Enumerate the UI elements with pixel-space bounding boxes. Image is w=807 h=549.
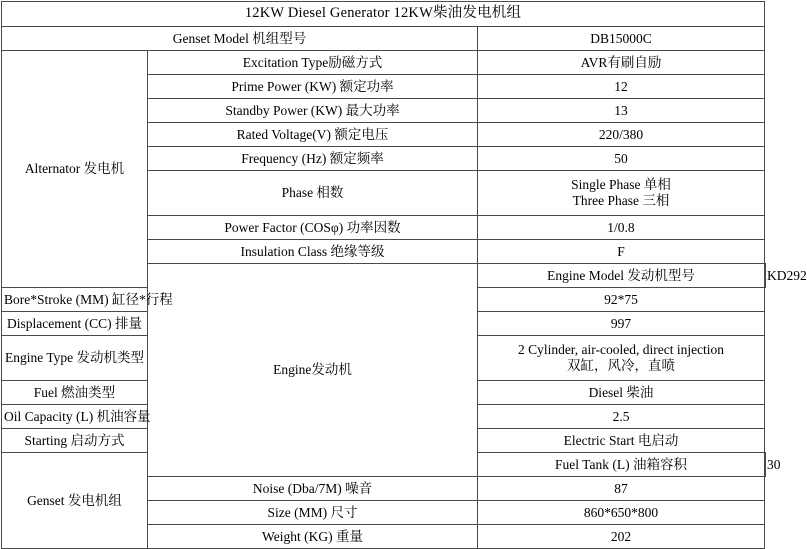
spec-item: Fuel Tank (L) 油箱容积 [478, 453, 765, 477]
genset-model-label: Genset Model 机组型号 [2, 27, 478, 51]
group-label-engine: Engine发动机 [148, 264, 478, 477]
spec-value: 12 [478, 75, 765, 99]
spec-item: Standby Power (KW) 最大功率 [148, 99, 478, 123]
spec-value: 202 [478, 525, 765, 549]
table-title-row [2, 2, 766, 27]
spec-item: Noise (Dba/7M) 噪音 [148, 477, 478, 501]
spec-item: Fuel 燃油类型 [2, 381, 148, 405]
spec-value-line: 2 Cylinder, air-cooled, direct injection [517, 342, 725, 358]
spec-value: Electric Start 电启动 [478, 429, 765, 453]
spec-item: Frequency (Hz) 额定频率 [148, 147, 478, 171]
spec-value-line: Single Phase 单相 [571, 177, 671, 193]
spec-item: Prime Power (KW) 额定功率 [148, 75, 478, 99]
spec-item: Oil Capacity (L) 机油容量 [2, 405, 148, 429]
spec-value: 30 [765, 453, 766, 477]
spec-item: Rated Voltage(V) 额定电压 [148, 123, 478, 147]
spec-value-line: Three Phase 三相 [572, 193, 670, 208]
spec-item: Engine Type 发动机类型 [2, 336, 148, 381]
page-title: 12KW Diesel Generator 12KW柴油发电机组 [2, 2, 765, 27]
spec-item: Size (MM) 尺寸 [148, 501, 478, 525]
specification-sheet [0, 1, 807, 544]
spec-value: 997 [478, 312, 765, 336]
spec-value: F [478, 240, 765, 264]
spec-value: 50 [478, 147, 765, 171]
spec-value-line: 双缸，风冷，直喷 [567, 358, 675, 373]
table-row [2, 27, 766, 51]
spec-value: KD292 [765, 264, 766, 288]
spec-item: Insulation Class 绝缘等级 [148, 240, 478, 264]
spec-value: 860*650*800 [478, 501, 765, 525]
genset-model-value: DB15000C [478, 27, 765, 51]
spec-value: 92*75 [478, 288, 765, 312]
spec-item: Displacement (CC) 排量 [2, 312, 148, 336]
spec-value: Diesel 柴油 [478, 381, 765, 405]
spec-value [478, 336, 765, 381]
spec-value [478, 171, 765, 216]
spec-item: Power Factor (COSφ) 功率因数 [148, 216, 478, 240]
spec-value: 2.5 [478, 405, 765, 429]
spec-value: AVR有刷自励 [478, 51, 765, 75]
group-label-alternator: Alternator 发电机 [2, 51, 148, 288]
group-label-genset: Genset 发电机组 [2, 453, 148, 549]
table-row [2, 51, 766, 75]
spec-value: 220/380 [478, 123, 765, 147]
spec-value: 1/0.8 [478, 216, 765, 240]
spec-value: 87 [478, 477, 765, 501]
spec-item: Engine Model 发动机型号 [478, 264, 765, 288]
specification-table [1, 1, 807, 549]
spec-value: 13 [478, 99, 765, 123]
spec-item: Bore*Stroke (MM) 缸径*行程 [2, 288, 148, 312]
spec-item: Weight (KG) 重量 [148, 525, 478, 549]
spec-item: Excitation Type励磁方式 [148, 51, 478, 75]
spec-item: Starting 启动方式 [2, 429, 148, 453]
spec-item: Phase 相数 [148, 171, 478, 216]
